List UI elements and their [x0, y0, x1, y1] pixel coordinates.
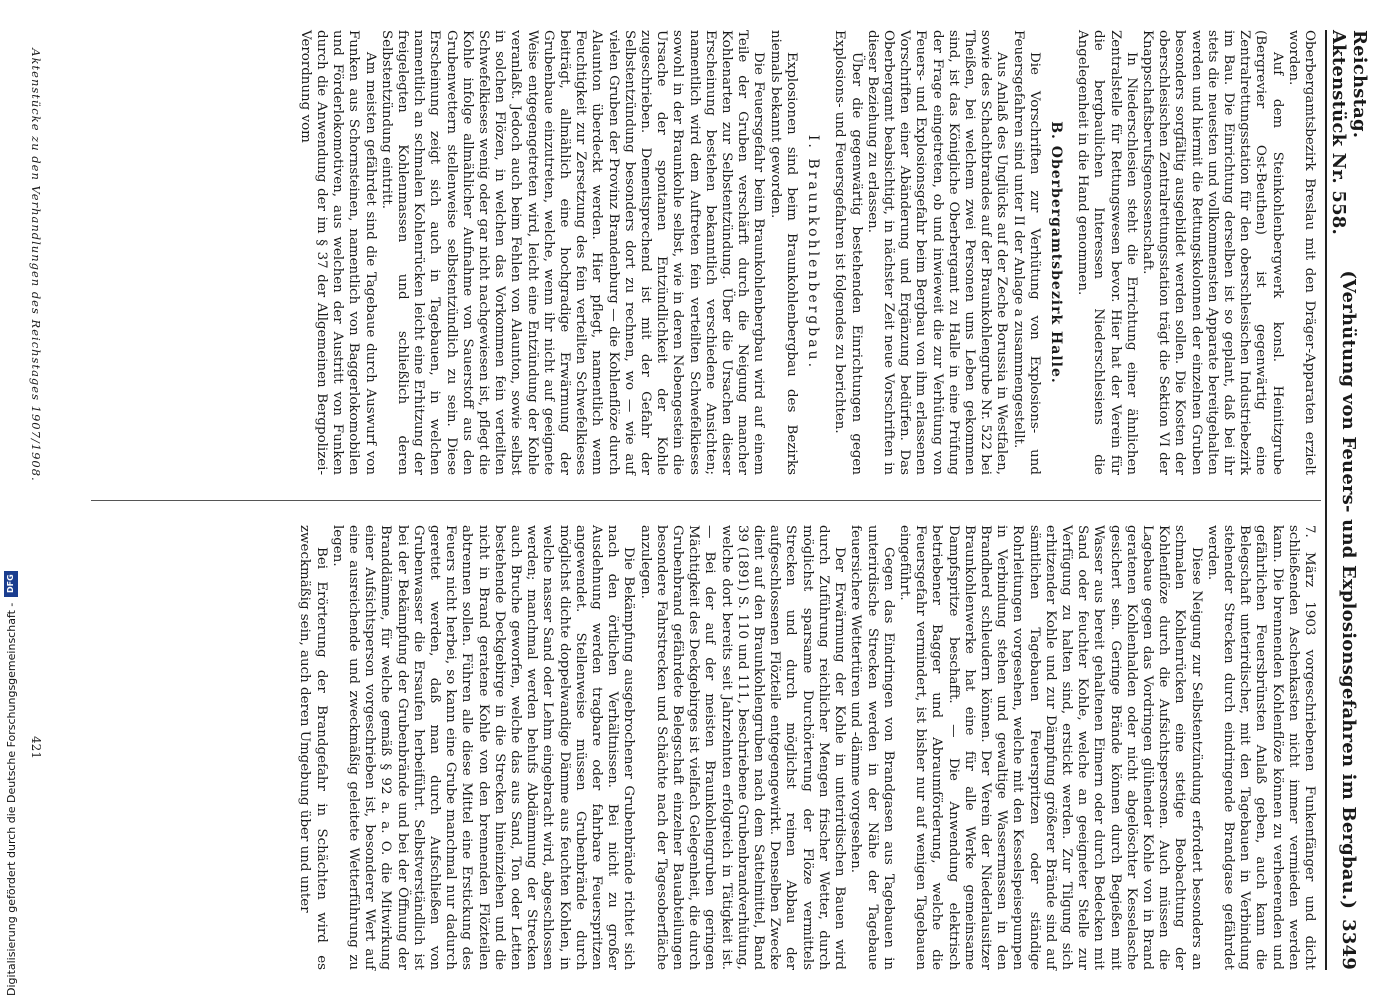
paragraph: Explosionen sind beim Braunkohlenbergbau des Bezirks niemals bekannt geworden. — [767, 30, 799, 475]
paragraph: Diese Neigung zur Selbstentzündung erfordert besonders an schmalen Kohlenrücken eine stetige Beobachtung der Kohlenflöze durch die Aufsichtspersonen. Auch müssen die Lagebaue gegen das Vordringen glühender Kohle von in Brand geratenen Kohlenhalden oder nicht abgelöschter Kesselasche gesichert sein. Geringe Brände können durch Begießen mit Wasser aus bereit gehaltenen Eimern oder durch Bedecken mit Sand oder feuchter Kohle, welche an geeigneter Stelle zur Verfügung zu halten sind, erstickt werden. Zur Tilgung sich erhitzender Kohle und zur Dämpfung größerer Brände sind auf sämtlichen Tagebauen Feuerspritzen oder ständige Rohrleitungen vorgesehen, welche mit den Kesselspeisepumpen in Verbindung stehen und gewaltige Wassermassen in den Brandherd schleudern können. Der Verein der Niederlausitzer Braunkohlenwerke hat eine für alle Werke gemeinsame Dampfspritze beschafft. — Die Anwendung elektrisch betriebener Bagger und Abraumförderung, welche die Feuersgefahr vermindert, ist bisher nur auf wenigen Tagebauen eingeführt. — [896, 525, 1204, 970]
paragraph: Der Erwärmung der Kohle in unterirdischen Bauen wird durch Zuführung reichlicher Mengen frischer Wetter, durch möglichst sparsame Durchörterung der Flöze vermittels Strecken und durch möglichst reinen Abbau der aufgeschlossenen Flözteile entgegengewirkt. Denselben Zwecke dient auf den Braunkohlengruben nach dem Sattelmittel, Band 39 (1891) S. 110 und 111, beschriebene Grubenbrandverhütung, welche dort bereits seit Jahrzehnten erfolgreich in Tätigkeit ist. — Bei der auf der meisten Braunkohlengruben geringen Mächtigkeit des Deckgebirges ist vielfach Gelegenheit, die durch Grubenbrand gefährdete Belegschaft einzelner Bauabteilungen besondere Fahrstrecken und Schächte nach der Tagesoberfläche anzulegen. — [637, 525, 848, 970]
paragraph: Die Vorschriften zur Verhütung von Explosions- und Feuersgefahren sind unter II der Anlage a zusammengestellt. — [1010, 30, 1042, 475]
header-title: (Verhütung von Feuers- und Explosionsgefahren im Bergbau.) — [1338, 270, 1360, 910]
paragraph: Aus Anlaß des Unglücks auf der Zeche Borussia in Westfalen, sowie des Schachtbrandes auf der Braunkohlengrube Nr. 522 bei Theißen, bei welchem zwei Personen ums Leben gekommen sind, ist das Königliche Oberbergamt zu Halle in eine Prüfung der Frage eingetreten, ob und inwieweit die zur Verhütung von Feuers- und Explosionsgefahr beim Bergbau von ihm erlassenen Vorschriften einer Abänderung und Ergänzung bedürfen. Das Oberbergamt beabsichtigt, in nächster Zeit neue Vorschriften in dieser Beziehung zu erlassen. — [864, 30, 1010, 475]
credit-text: Digitalisierung gefördert durch die Deutsche Forschungsgemeinschaft - — [4, 602, 18, 996]
section-heading-b: B. Oberbergamtsbezirk Halle. — [1047, 121, 1064, 384]
paragraph: Am meisten gefährdet sind die Tagebaue durch Auswurf von Funken aus Schornsteinen, namentlich von Baggerlokomobilen und Förderlokomotiven, aus welchen der Austritt von Funken durch die Anwendung der im § 37 der Allgemeinen Bergpolizei-Verordnung vom — [297, 30, 378, 475]
paragraph: Über die gegenwärtig bestehenden Einrichtungen gegen Explosions- und Feuersgefahren ist folgendes zu berichten. — [832, 30, 864, 475]
left-column — [297, 30, 1317, 475]
digitization-credit — [0, 0, 22, 1000]
paragraph: Oberbergamtsbezirk Breslau mit den Dräger-Apparaten erzielt worden. — [1285, 30, 1317, 475]
dfg-logo-icon: DFG — [4, 571, 18, 597]
paragraph: 7. März 1903 vorgeschriebenen Funkenfänger und dicht schließenden Aschenkasten nicht immer vermieden werden kann. Die brennenden Kohlenflöze können zu verheerenden und gefährlichen Feuersbrünsten Anlaß geben, auch kann die Belegschaft unterirdischer, mit den Tagebauen in Verbindung stehender Strecken durch eindringende Brandgase gefährdet werden. — [1204, 525, 1317, 970]
column-divider — [91, 500, 1321, 501]
section-heading-i: I. Braunkohlenbergbau. — [805, 134, 822, 371]
header-page-number: 3349 — [1338, 919, 1360, 970]
page-header — [1329, 30, 1369, 970]
paragraph: Die Bekämpfung ausgebrochener Grubenbrände richtet sich nach den örtlichen Verhältnissen. Bei nicht zu großer Ausdehnung werden tragbare oder fahrbare Feuerspritzen angewendet. Stellenweise müssen Grubenbrände durch möglichst dichte doppelwandige Dämme aus feuchten Kohlen, in welche nasser Sand oder Lehm eingebracht wird, abgeschlossen werden; manchmal werden behufs Abdämmung der Strecken auch Bruche geworfen, welche das aus Sand, Ton oder Letten bestehende Deckgebirge in die Strecken hineinziehen und die nicht in Brand geratene Kohle von den brennenden Flözteilen abtrennen sollen. Führen alle diese Mittel eine Erstickung des Feuers nicht herbei, so kann eine Grube manchmal nur dadurch gerettet werden, daß man durch Aufschließen von Grubenwasser die Ersaufen herbeiführt. Selbstverständlich ist bei der Bekämpfung der Grubenbrände und bei der Öffnung der Branddämme, für welche gemäß § 92 a. a. O. die Mitwirkung einer Aufsichtsperson vorgeschrieben ist, besonderer Wert auf eine ausreichende und zweckmäßig geleitete Wetterführung zu legen. — [329, 525, 637, 970]
header-left: Reichstag. Aktenstück Nr. 558. — [1328, 30, 1370, 235]
paragraph: Bei Erörterung der Brandgefahr in Schächten wird es zweckmäßig sein, auch deren Umgebung über und unter — [297, 525, 329, 970]
footer-page-number: 421 — [29, 736, 43, 759]
header-rule — [1325, 30, 1327, 970]
footer-source-note: Aktenstücke zu den Verhandlungen des Reichstages 1907/1908. — [29, 48, 43, 482]
paragraph: Auf dem Steinkohlenbergwerk konsl. Heinitzgrube (Bergrevier Ost-Beuthen) ist gegenwärtig eine Zentralrettungsstation für den oberschlesischen Industriebezirk im Bau. Die Einrichtung derselben ist so geplant, daß bei ihr stets die neuesten und vollkommensten Apparate bereitgehalten werden und hiermit die Rettungskolonnen der einzelnen Gruben besonders sorgfältig ausgebildet werden sollen. Die Kosten der oberschlesischen Zentralrettungsstation trägt die Sektion VI der Knappschaftsberufsgenossenschaft. — [1139, 30, 1285, 475]
paragraph: Die Feuersgefahr beim Braunkohlenbergbau wird auf einem Teile der Gruben verschärft durch die Neigung mancher Kohlenarten zur Selbstentzündung. Über die Ursachen dieser Erscheinung bestehen bekanntlich verschiedene Ansichten; namentlich wird dem Auftreten fein verteilten Schwefelkieses sowohl in der Braunkohle selbst, wie in deren Nebengestein die Ursache der spontanen Entzündlichkeit der Kohle zugeschrieben. Dementsprechend ist mit der Gefahr der Selbstentzündung besonders dort zu rechnen, wo — wie auf vielen Gruben der Provinz Brandenburg — die Kohlenflöze durch Alaunton überdeckt werden. Hier pflegt, namentlich wenn Feuchtigkeit zur Zersetzung des fein verteilten Schwefelkieses beiträgt, allmählich eine hochgradige Erwärmung der Grubenbaue einzutreten, welche, wenn ihr nicht auf geeignete Weise entgegengetreten wird, leicht eine Entzündung der Kohle veranlaßt. Jedoch auch beim Fehlen von Alaunton, sowie selbst in solchen Flözen, in welchen das Vorkommen fein verteilten Schwefelkieses wenig oder gar nicht nachgewiesen ist, pflegt die Kohle infolge allmählicher Aufnahme von Sauerstoff aus den Grubenwettern stellenweise selbstentzündlich zu sein. Diese Erscheinung zeigt sich auch in Tagebauen, in welchen namentlich an schmalen Kohlenrücken leicht eine Erhitzung der freigelegten Kohlenmassen und schließlich deren Selbstentzündung eintritt. — [378, 30, 767, 475]
right-column — [296, 525, 1317, 970]
paragraph: In Niederschlesien steht die Errichtung einer ähnlichen Zentralstelle für Rettungswesen bevor. Hier hat der Verein für die bergbaulichen Interessen Niederschlesiens die Angelegenheit in die Hand genommen. — [1075, 30, 1139, 475]
paragraph: Gegen das Eindringen von Brandgasen aus Tagebauen in unterirdische Strecken werden in der Nähe der Tagebaue feuersichere Wettertüren und -dämme vorgesehen. — [848, 525, 896, 970]
